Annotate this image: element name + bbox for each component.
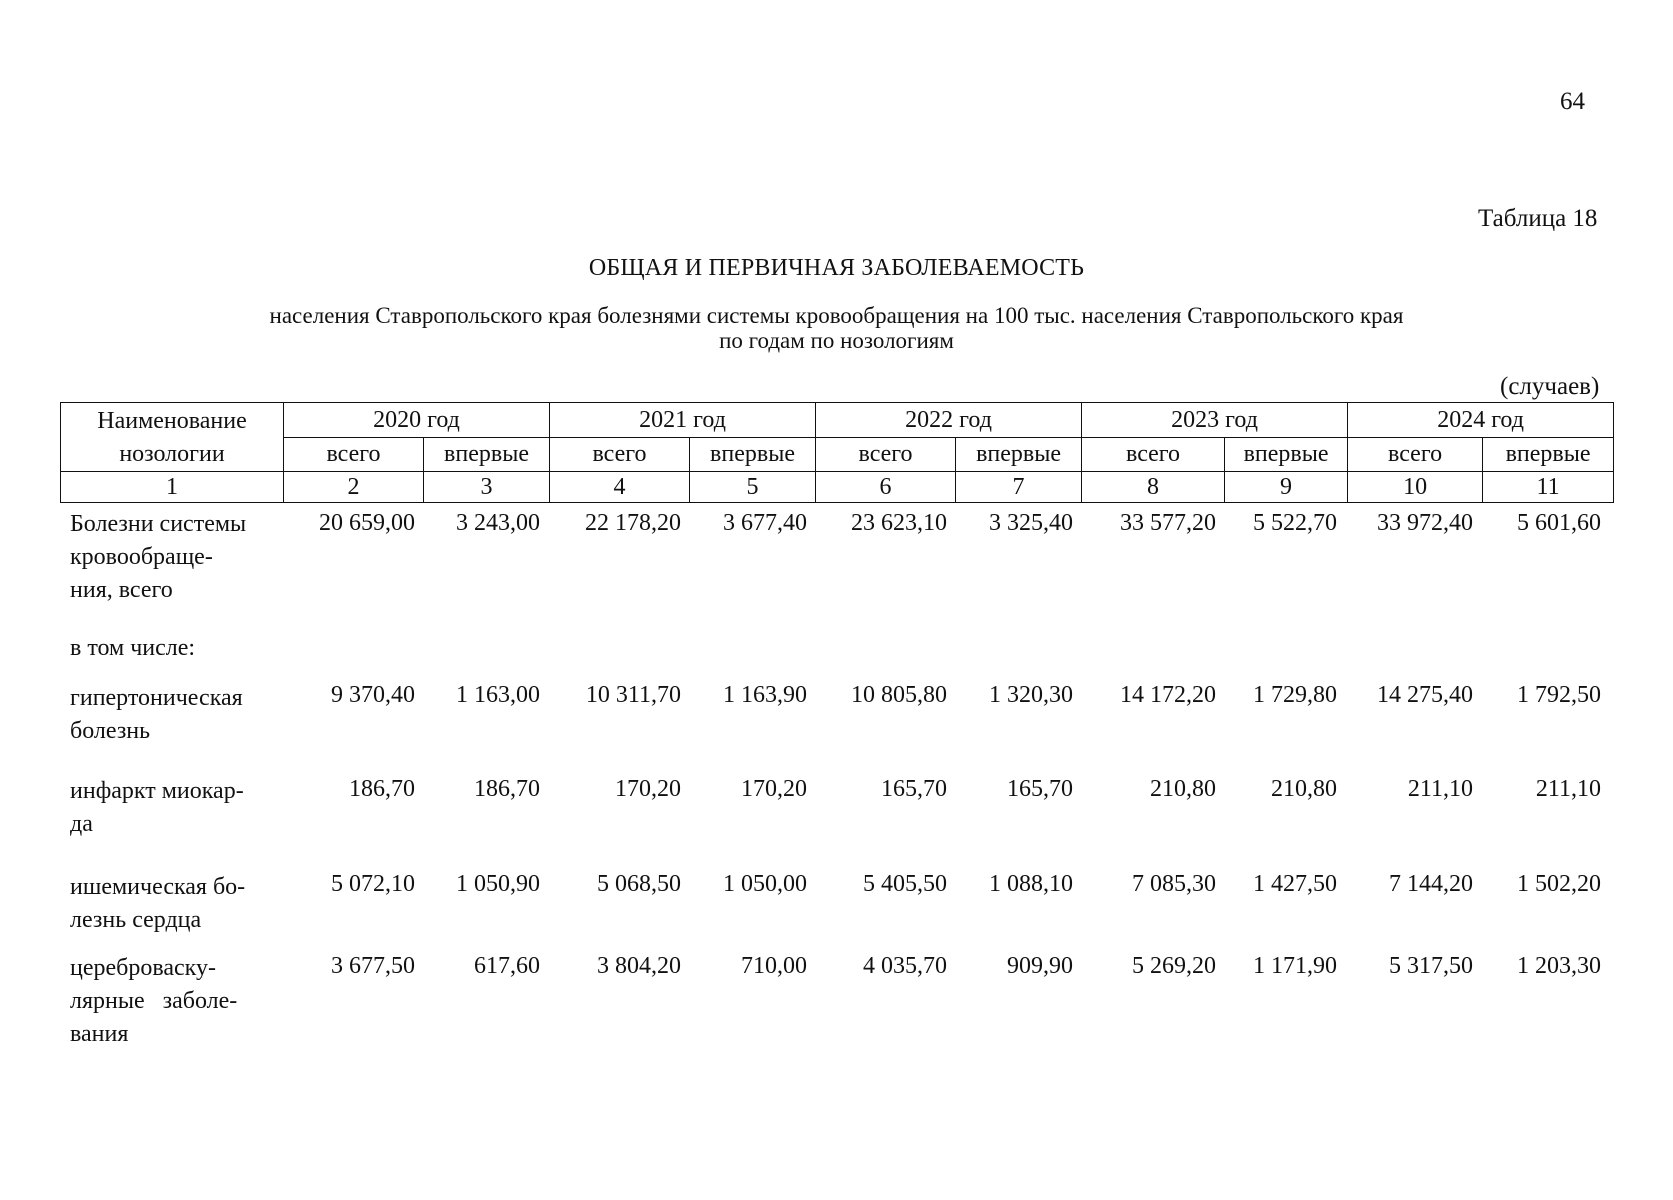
cell-value: 1 203,30 (1517, 953, 1601, 979)
cell-value: 1 729,80 (1253, 682, 1337, 708)
row-name (70, 682, 280, 748)
header-total: всего (284, 437, 424, 472)
cell-value: 3 677,40 (723, 510, 807, 536)
cell-value: 1 502,20 (1517, 871, 1601, 897)
column-number: 11 (1483, 472, 1614, 503)
header-year-2024: 2024 год (1348, 403, 1614, 438)
cell-value: 170,20 (615, 776, 681, 802)
cell-value: 1 320,30 (989, 682, 1073, 708)
cell-value: 23 623,10 (851, 510, 947, 536)
row-name-line: лезнь сердца (70, 907, 202, 933)
cell-value: 5 317,50 (1389, 953, 1473, 979)
header-name-line-1: Наименование (97, 408, 247, 434)
row-name-line: кровообраще- (70, 544, 213, 570)
cell-value: 7 085,30 (1132, 871, 1216, 897)
column-number: 4 (550, 472, 690, 503)
units-label: (случаев) (1500, 373, 1600, 400)
header-name-line-2: нозологии (119, 441, 225, 467)
column-number: 7 (956, 472, 1082, 503)
header-total: всего (550, 437, 690, 472)
cell-value: 4 035,70 (863, 953, 947, 979)
header-total: всего (1082, 437, 1225, 472)
cell-value: 3 677,50 (331, 953, 415, 979)
cell-value: 1 792,50 (1517, 682, 1601, 708)
cell-value: 3 243,00 (456, 510, 540, 536)
cell-value: 211,10 (1535, 776, 1601, 802)
cell-value: 165,70 (1007, 776, 1073, 802)
column-number: 2 (284, 472, 424, 503)
row-name-line: гипертоническая (70, 685, 243, 711)
cell-value: 9 370,40 (331, 682, 415, 708)
row-name-line: вания (70, 1021, 129, 1047)
header-total: всего (1348, 437, 1483, 472)
cell-value: 5 269,20 (1132, 953, 1216, 979)
document-subtitle-line-1: населения Ставропольского края болезнями системы кровообращения на 100 тыс. населения Ставропольского края (269, 303, 1404, 328)
cell-value: 1 050,00 (723, 871, 807, 897)
header-year-2020: 2020 год (284, 403, 550, 438)
cell-value: 1 171,90 (1253, 953, 1337, 979)
row-name-line: инфаркт миокар- (70, 778, 244, 804)
header-total: всего (816, 437, 956, 472)
cell-value: 3 804,20 (597, 953, 681, 979)
cell-value: 20 659,00 (319, 510, 415, 536)
cell-value: 1 427,50 (1253, 871, 1337, 897)
cell-value: 1 163,90 (723, 682, 807, 708)
column-number: 3 (424, 472, 550, 503)
row-name-line: Болезни системы (70, 511, 247, 537)
cell-value: 10 311,70 (585, 682, 681, 708)
cell-value: 14 275,40 (1377, 682, 1473, 708)
header-name-cell (61, 403, 284, 472)
header-first: впервые (1483, 437, 1614, 472)
header-first: впервые (1225, 437, 1348, 472)
cell-value: 22 178,20 (585, 510, 681, 536)
cell-value: 33 972,40 (1377, 510, 1473, 536)
cell-value: 5 072,10 (331, 871, 415, 897)
row-name-line: лярные заболе- (70, 988, 238, 1014)
cell-value: 210,80 (1150, 776, 1216, 802)
column-number: 5 (690, 472, 816, 503)
cell-value: 5 405,50 (863, 871, 947, 897)
document-title: ОБЩАЯ И ПЕРВИЧНАЯ ЗАБОЛЕВАЕМОСТЬ (588, 255, 1085, 281)
cell-value: 710,00 (741, 953, 807, 979)
cell-value: 165,70 (881, 776, 947, 802)
column-number: 10 (1348, 472, 1483, 503)
cell-value: 170,20 (741, 776, 807, 802)
row-name (70, 952, 280, 1051)
cell-value: 909,90 (1007, 953, 1073, 979)
cell-value: 5 601,60 (1517, 510, 1601, 536)
row-name (70, 775, 280, 841)
page-number: 64 (1560, 88, 1585, 115)
header-year-2022: 2022 год (816, 403, 1082, 438)
column-number: 1 (61, 472, 284, 503)
table-header (60, 402, 1614, 503)
cell-value: 617,60 (474, 953, 540, 979)
table-label: Таблица 18 (1478, 205, 1598, 232)
cell-value: 14 172,20 (1120, 682, 1216, 708)
cell-value: 186,70 (349, 776, 415, 802)
cell-value: 7 144,20 (1389, 871, 1473, 897)
column-number: 6 (816, 472, 956, 503)
row-name-line: ния, всего (70, 577, 173, 603)
cell-value: 33 577,20 (1120, 510, 1216, 536)
row-name (70, 871, 280, 937)
column-number: 9 (1225, 472, 1348, 503)
cell-value: 5 068,50 (597, 871, 681, 897)
cell-value: 1 088,10 (989, 871, 1073, 897)
header-first: впервые (956, 437, 1082, 472)
cell-value: 1 163,00 (456, 682, 540, 708)
cell-value: 3 325,40 (989, 510, 1073, 536)
section-label: в том числе: (70, 635, 196, 661)
cell-value: 5 522,70 (1253, 510, 1337, 536)
cell-value: 10 805,80 (851, 682, 947, 708)
column-number: 8 (1082, 472, 1225, 503)
cell-value: 186,70 (474, 776, 540, 802)
header-first: впервые (690, 437, 816, 472)
document-subtitle-line-2: по годам по нозологиям (719, 328, 954, 353)
row-name (70, 508, 280, 607)
row-name-line: цереброваску- (70, 955, 216, 981)
cell-value: 210,80 (1271, 776, 1337, 802)
header-first: впервые (424, 437, 550, 472)
header-year-2021: 2021 год (550, 403, 816, 438)
header-year-2023: 2023 год (1082, 403, 1348, 438)
row-name-line: да (70, 811, 93, 837)
cell-value: 211,10 (1407, 776, 1473, 802)
cell-value: 1 050,90 (456, 871, 540, 897)
row-name-line: ишемическая бо- (70, 874, 246, 900)
row-name-line: болезнь (70, 718, 151, 744)
